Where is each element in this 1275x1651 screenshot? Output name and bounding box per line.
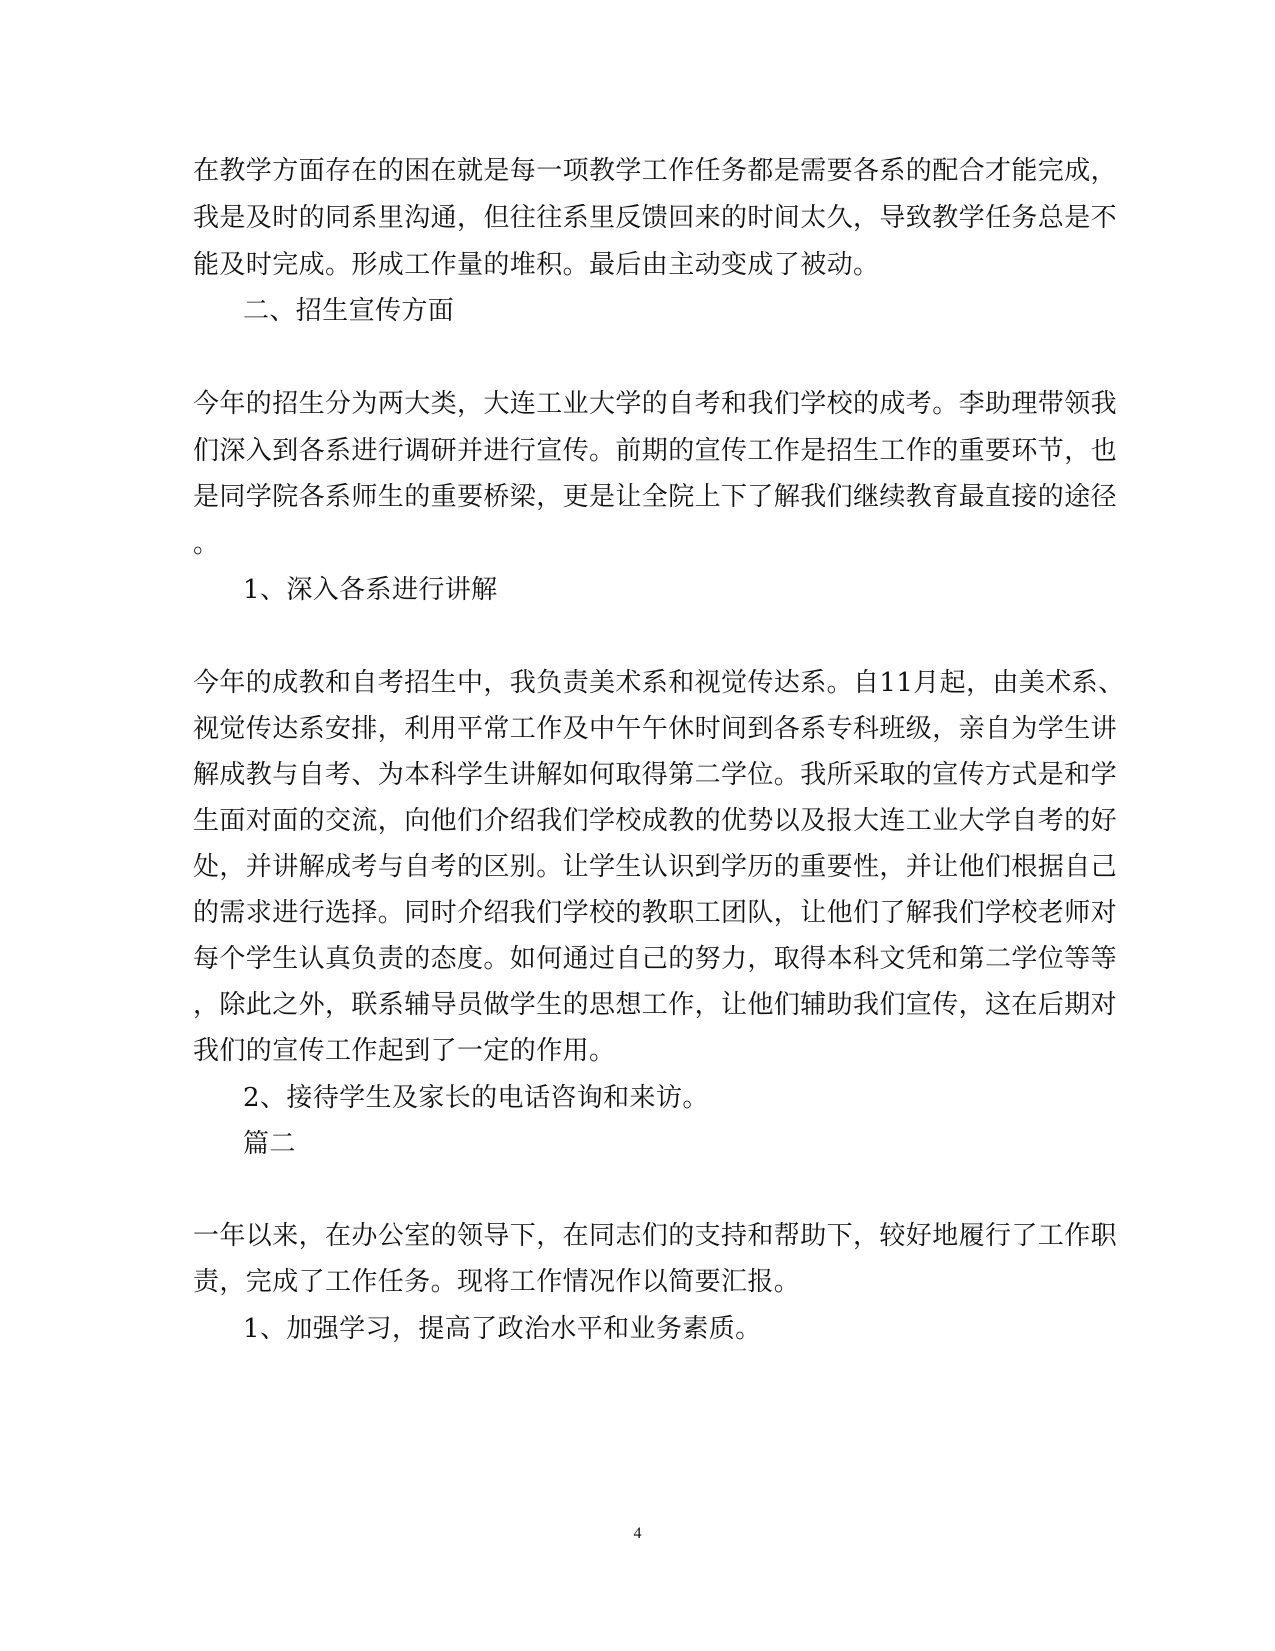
subheading: 2、接待学生及家长的电话咨询和来访。 bbox=[243, 1083, 709, 1113]
paragraph-line: 今年的成教和自考招生中，我负责美术系和视觉传达系。自11月起，由美术系、 bbox=[193, 668, 1125, 698]
paragraph-line: 责，完成了工作任务。现将工作情况作以简要汇报。 bbox=[193, 1267, 801, 1297]
paragraph-line: 我们的宣传工作起到了一定的作用。 bbox=[193, 1036, 616, 1066]
paragraph-line: 处，并讲解成考与自考的区别。让学生认识到学历的重要性，并让他们根据自己 bbox=[193, 852, 1118, 882]
paragraph-line: 视觉传达系安排，利用平常工作及中午午休时间到各系专科班级，亲自为学生讲 bbox=[193, 714, 1118, 744]
paragraph-line: 。 bbox=[193, 529, 220, 559]
page-number: 4 bbox=[633, 1525, 642, 1542]
paragraph-line: 每个学生认真负责的态度。如何通过自己的努力，取得本科文凭和第二学位等等 bbox=[193, 944, 1118, 974]
paragraph-line: 能及时完成。形成工作量的堆积。最后由主动变成了被动。 bbox=[193, 250, 880, 280]
paragraph-line: 我是及时的同系里沟通，但往往系里反馈回来的时间太久，导致教学任务总是不 bbox=[193, 203, 1118, 233]
paragraph-line: 今年的招生分为两大类，大连工业大学的自考和我们学校的成考。李助理带领我 bbox=[193, 389, 1118, 419]
paragraph-line: 们深入到各系进行调研并进行宣传。前期的宣传工作是招生工作的重要环节，也 bbox=[193, 436, 1118, 466]
paragraph-line: ，除此之外，联系辅导员做学生的思想工作，让他们辅助我们宣传，这在后期对 bbox=[193, 990, 1118, 1020]
paragraph-line: 解成教与自考、为本科学生讲解如何取得第二学位。我所采取的宣传方式是和学 bbox=[193, 760, 1118, 790]
paragraph-line: 是同学院各系师生的重要桥梁，更是让全院上下了解我们继续教育最直接的途径 bbox=[193, 482, 1118, 512]
subheading: 1、加强学习，提高了政治水平和业务素质。 bbox=[243, 1314, 762, 1344]
paragraph-line: 生面对面的交流，向他们介绍我们学校成教的优势以及报大连工业大学自考的好 bbox=[193, 806, 1118, 836]
paragraph-line: 一年以来，在办公室的领导下，在同志们的支持和帮助下，较好地履行了工作职 bbox=[193, 1221, 1118, 1251]
paragraph-line: 的需求进行选择。同时介绍我们学校的教职工团队，让他们了解我们学校老师对 bbox=[193, 898, 1118, 928]
section-heading: 二、招生宣传方面 bbox=[243, 296, 455, 326]
section-title: 篇二 bbox=[243, 1129, 296, 1159]
paragraph-line: 在教学方面存在的困在就是每一项教学工作任务都是需要各系的配合才能完成， bbox=[193, 156, 1118, 186]
subheading: 1、深入各系进行讲解 bbox=[243, 575, 498, 605]
